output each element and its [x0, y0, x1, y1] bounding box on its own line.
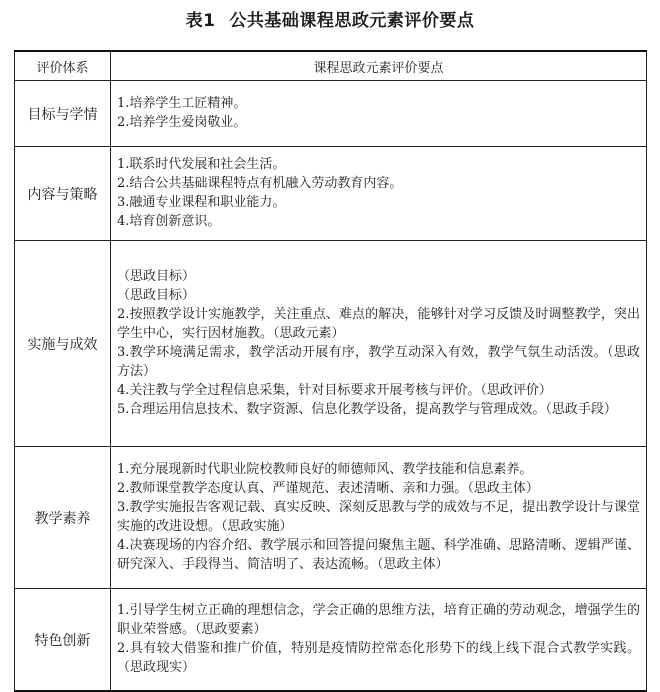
point-item: 1.培养学生工匠精神。 [117, 96, 247, 111]
point-item: 2.具有较大借鉴和推广价值，特别是疫情防控常态化形势下的线上线下混合式教学实践。（思政现实） [117, 641, 640, 675]
point-item: 1.引导学生树立正确的理想信念，学会正确的思维方法，培育正确的劳动观念，增强学生的职业荣誉感。（思政要素） [117, 603, 640, 637]
table-number: 表1 [185, 11, 216, 31]
point-item: 4.关注教与学全过程信息采集，针对目标要求开展考核与评价。（思政评价） [117, 383, 552, 398]
table-row [15, 447, 647, 589]
point-item: （思政目标） [117, 269, 196, 284]
row-category: 实施与成效 [15, 241, 111, 447]
header-evaluation-system: 评价体系 [15, 51, 111, 81]
point-item: 1.联系时代发展和社会生活。 [117, 157, 286, 172]
point-item: 2.培养学生爱岗敬业。 [117, 115, 247, 130]
point-item: 2.结合公共基础课程特点有机融入劳动教育内容。 [117, 176, 403, 191]
table-row [15, 81, 647, 147]
point-item: 4.培育创新意识。 [117, 214, 221, 229]
point-item: （思政目标） [117, 288, 196, 303]
row-category: 教学素养 [15, 447, 111, 589]
table-row [15, 589, 647, 692]
row-points [111, 589, 647, 692]
point-item: 4.决赛现场的内容介绍、教学展示和回答提问聚焦主题、科学准确、思路清晰、逻辑严谨、研究深入、手段得当、简洁明了、表达流畅。（思政主体） [117, 538, 640, 572]
point-item: 2.教师课堂教学态度认真、严谨规范、表述清晰、亲和力强。（思政主体） [117, 481, 539, 496]
row-points [111, 447, 647, 589]
point-item: 1.充分展现新时代职业院校教师良好的师德师风、教学技能和信息素养。 [117, 462, 533, 477]
row-category: 特色创新 [15, 589, 111, 692]
row-points [111, 147, 647, 241]
point-item: 3.融通专业课程和职业能力。 [117, 195, 286, 210]
table-row [15, 241, 647, 447]
table-header-row [15, 51, 647, 81]
header-evaluation-points: 课程思政元素评价要点 [111, 51, 647, 81]
point-item: 3.教学环境满足需求，教学活动开展有序，教学互动深入有效，教学气氛生动活泼。（思政方法） [117, 345, 640, 379]
row-category: 目标与学情 [15, 81, 111, 147]
row-points [111, 81, 647, 147]
table-row [15, 147, 647, 241]
row-points [111, 241, 647, 447]
point-item: 5.合理运用信息技术、数字资源、信息化教学设备，提高教学与管理成效。（思政手段） [117, 402, 617, 417]
table-title [0, 6, 660, 31]
table-title-text: 公共基础课程思政元素评价要点 [229, 11, 475, 31]
evaluation-table [14, 50, 647, 692]
point-item: 3.教学实施报告客观记载、真实反映、深刻反思教与学的成效与不足，提出教学设计与课堂实施的改进设想。（思政实施） [117, 500, 640, 534]
point-item: 2.按照教学设计实施教学，关注重点、难点的解决，能够针对学习反馈及时调整教学，突出学生中心，实行因材施教。（思政元素） [117, 307, 640, 341]
row-category: 内容与策略 [15, 147, 111, 241]
